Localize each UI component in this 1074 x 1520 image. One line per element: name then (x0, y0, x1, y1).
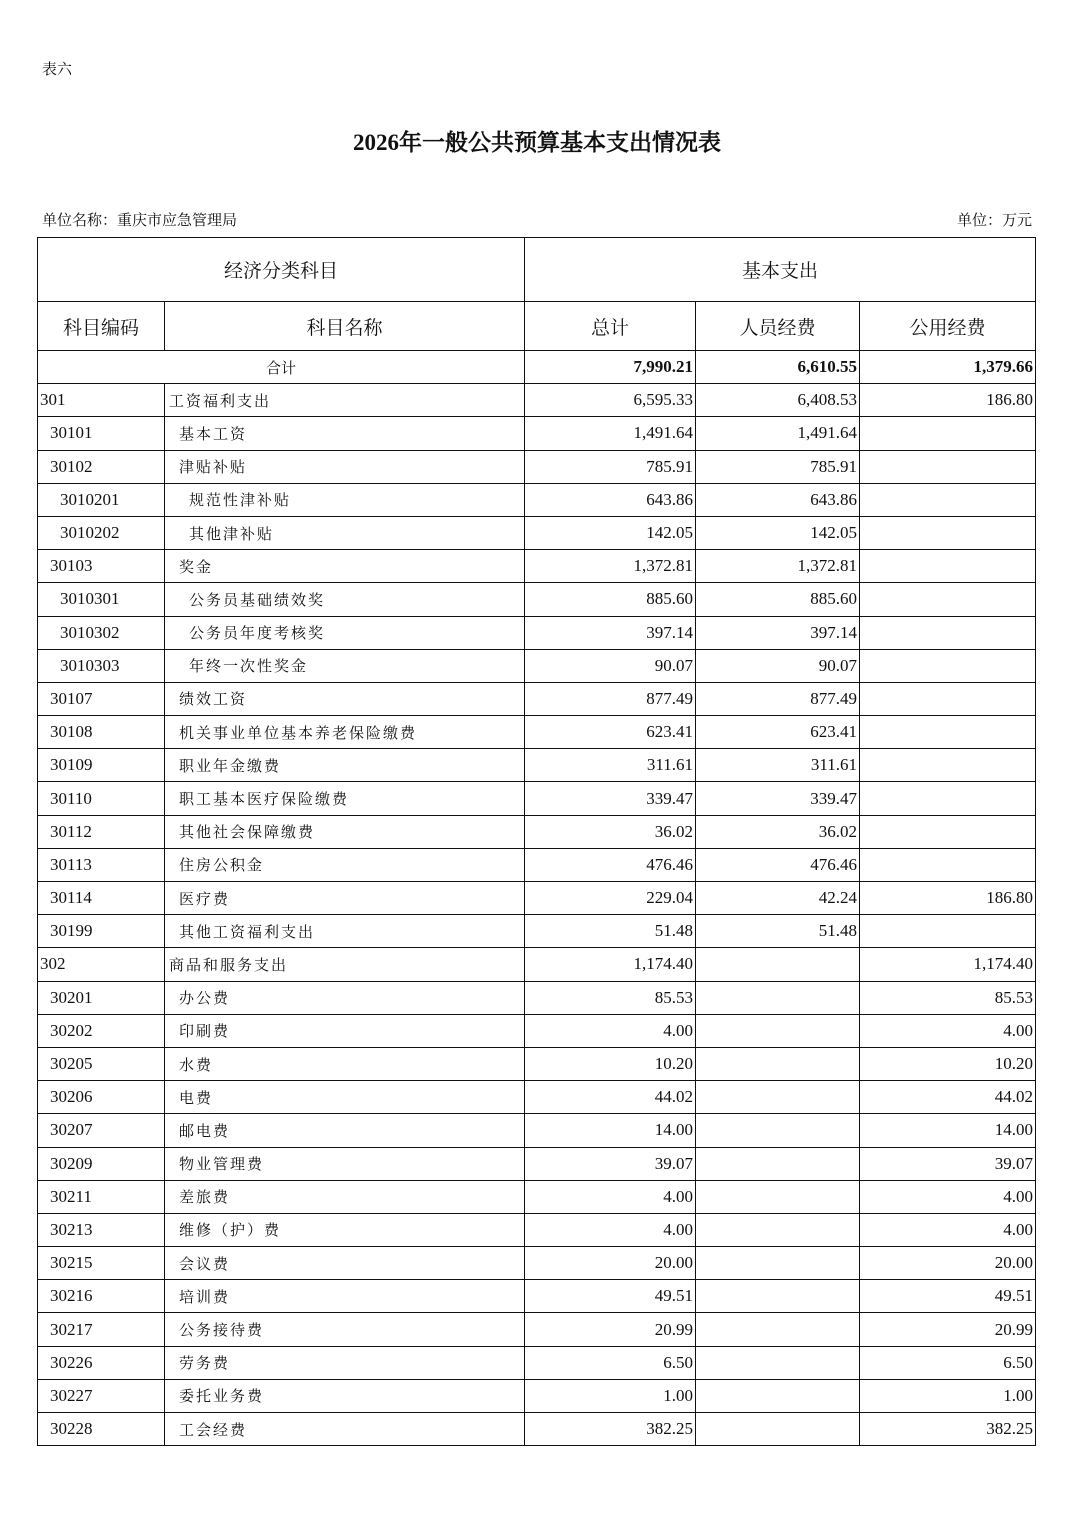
row-name: 电费 (165, 1081, 525, 1114)
row-total: 397.14 (525, 616, 696, 649)
row-total: 1,174.40 (525, 948, 696, 981)
row-public (860, 516, 1036, 549)
row-personnel (696, 1346, 860, 1379)
row-personnel (696, 981, 860, 1014)
row-code: 30201 (38, 981, 165, 1014)
row-code: 302 (38, 948, 165, 981)
row-public: 44.02 (860, 1081, 1036, 1114)
row-code: 30107 (38, 682, 165, 715)
table-row (38, 483, 1036, 516)
row-total: 4.00 (525, 1213, 696, 1246)
row-name: 工资福利支出 (165, 384, 525, 417)
unit-label: 单位：万元 (956, 211, 1032, 229)
row-code: 30102 (38, 450, 165, 483)
row-public (860, 550, 1036, 583)
row-name: 职工基本医疗保险缴费 (165, 782, 525, 815)
row-public (860, 483, 1036, 516)
row-public: 186.80 (860, 882, 1036, 915)
row-total: 14.00 (525, 1114, 696, 1147)
row-public (860, 450, 1036, 483)
row-public (860, 682, 1036, 715)
row-code: 30202 (38, 1014, 165, 1047)
row-total: 20.99 (525, 1313, 696, 1346)
row-total: 44.02 (525, 1081, 696, 1114)
row-name: 会议费 (165, 1247, 525, 1280)
row-personnel: 785.91 (696, 450, 860, 483)
row-code: 30217 (38, 1313, 165, 1346)
row-code: 3010303 (38, 649, 165, 682)
row-public (860, 716, 1036, 749)
row-personnel (696, 1313, 860, 1346)
row-total: 476.46 (525, 848, 696, 881)
row-name: 职业年金缴费 (165, 749, 525, 782)
row-name: 其他工资福利支出 (165, 915, 525, 948)
row-personnel: 36.02 (696, 815, 860, 848)
header-name: 科目名称 (165, 302, 525, 351)
row-total: 90.07 (525, 649, 696, 682)
row-total: 39.07 (525, 1147, 696, 1180)
row-name: 公务员基础绩效奖 (165, 583, 525, 616)
row-code: 30216 (38, 1280, 165, 1313)
row-personnel (696, 1047, 860, 1080)
row-personnel: 6,408.53 (696, 384, 860, 417)
header-code: 科目编码 (38, 302, 165, 351)
row-personnel: 42.24 (696, 882, 860, 915)
total-label: 合计 (38, 351, 525, 384)
total-row (38, 351, 1036, 384)
row-public (860, 815, 1036, 848)
row-name: 工会经费 (165, 1413, 525, 1446)
table-row (38, 1047, 1036, 1080)
row-personnel: 397.14 (696, 616, 860, 649)
row-total: 877.49 (525, 682, 696, 715)
row-name: 公务接待费 (165, 1313, 525, 1346)
expenditure-table (37, 237, 1036, 1446)
row-code: 3010301 (38, 583, 165, 616)
table-row (38, 550, 1036, 583)
row-code: 30226 (38, 1346, 165, 1379)
row-name: 其他津补贴 (165, 516, 525, 549)
row-total: 1,491.64 (525, 417, 696, 450)
row-name: 办公费 (165, 981, 525, 1014)
row-total: 36.02 (525, 815, 696, 848)
row-name: 公务员年度考核奖 (165, 616, 525, 649)
row-public (860, 583, 1036, 616)
row-code: 30108 (38, 716, 165, 749)
row-public (860, 782, 1036, 815)
row-total: 311.61 (525, 749, 696, 782)
row-personnel (696, 1379, 860, 1412)
row-total: 10.20 (525, 1047, 696, 1080)
row-name: 规范性津补贴 (165, 483, 525, 516)
row-public: 20.00 (860, 1247, 1036, 1280)
row-name: 邮电费 (165, 1114, 525, 1147)
table-row (38, 882, 1036, 915)
row-name: 津贴补贴 (165, 450, 525, 483)
table-row (38, 616, 1036, 649)
table-row (38, 1081, 1036, 1114)
row-name: 印刷费 (165, 1014, 525, 1047)
row-name: 奖金 (165, 550, 525, 583)
row-public: 4.00 (860, 1213, 1036, 1246)
row-name: 水费 (165, 1047, 525, 1080)
row-total: 51.48 (525, 915, 696, 948)
row-name: 基本工资 (165, 417, 525, 450)
table-row (38, 848, 1036, 881)
row-code: 30112 (38, 815, 165, 848)
row-name: 年终一次性奖金 (165, 649, 525, 682)
row-personnel: 476.46 (696, 848, 860, 881)
row-public: 49.51 (860, 1280, 1036, 1313)
table-row (38, 417, 1036, 450)
row-personnel: 623.41 (696, 716, 860, 749)
row-public (860, 649, 1036, 682)
row-name: 机关事业单位基本养老保险缴费 (165, 716, 525, 749)
row-code: 30205 (38, 1047, 165, 1080)
table-row (38, 782, 1036, 815)
row-personnel: 1,372.81 (696, 550, 860, 583)
row-total: 339.47 (525, 782, 696, 815)
row-total: 49.51 (525, 1280, 696, 1313)
row-personnel (696, 1247, 860, 1280)
row-total: 643.86 (525, 483, 696, 516)
row-total: 229.04 (525, 882, 696, 915)
row-code: 30103 (38, 550, 165, 583)
row-personnel (696, 1147, 860, 1180)
header-total: 总计 (525, 302, 696, 351)
row-code: 30207 (38, 1114, 165, 1147)
row-total: 623.41 (525, 716, 696, 749)
row-public (860, 749, 1036, 782)
row-total: 4.00 (525, 1180, 696, 1213)
row-personnel (696, 1280, 860, 1313)
row-code: 30113 (38, 848, 165, 881)
table-row (38, 815, 1036, 848)
row-personnel (696, 1014, 860, 1047)
row-public (860, 848, 1036, 881)
row-public: 39.07 (860, 1147, 1036, 1180)
row-public (860, 616, 1036, 649)
table-row (38, 716, 1036, 749)
row-name: 商品和服务支出 (165, 948, 525, 981)
row-public: 20.99 (860, 1313, 1036, 1346)
table-row (38, 1379, 1036, 1412)
page-title: 2026年一般公共预算基本支出情况表 (353, 130, 721, 155)
row-code: 30213 (38, 1213, 165, 1246)
table-number: 表六 (42, 60, 73, 78)
row-code: 3010201 (38, 483, 165, 516)
row-code: 30228 (38, 1413, 165, 1446)
row-personnel (696, 1081, 860, 1114)
table-row (38, 450, 1036, 483)
row-code: 30109 (38, 749, 165, 782)
header-public: 公用经费 (860, 302, 1036, 351)
row-total: 1.00 (525, 1379, 696, 1412)
row-public: 1.00 (860, 1379, 1036, 1412)
row-personnel: 885.60 (696, 583, 860, 616)
row-code: 30101 (38, 417, 165, 450)
row-code: 30206 (38, 1081, 165, 1114)
row-total: 142.05 (525, 516, 696, 549)
row-personnel (696, 948, 860, 981)
table-row (38, 1114, 1036, 1147)
row-total: 85.53 (525, 981, 696, 1014)
table-row (38, 915, 1036, 948)
row-total: 4.00 (525, 1014, 696, 1047)
header-row-group (38, 238, 1036, 302)
row-code: 30215 (38, 1247, 165, 1280)
row-personnel: 90.07 (696, 649, 860, 682)
row-personnel: 1,491.64 (696, 417, 860, 450)
row-personnel: 142.05 (696, 516, 860, 549)
table-row (38, 682, 1036, 715)
row-total: 20.00 (525, 1247, 696, 1280)
row-code: 30227 (38, 1379, 165, 1412)
row-code: 30110 (38, 782, 165, 815)
row-total: 6,595.33 (525, 384, 696, 417)
row-code: 3010302 (38, 616, 165, 649)
row-public: 10.20 (860, 1047, 1036, 1080)
table-row (38, 1346, 1036, 1379)
row-public: 6.50 (860, 1346, 1036, 1379)
row-personnel (696, 1413, 860, 1446)
row-name: 差旅费 (165, 1180, 525, 1213)
table-row (38, 583, 1036, 616)
total-personnel: 6,610.55 (696, 351, 860, 384)
row-public: 85.53 (860, 981, 1036, 1014)
row-public: 4.00 (860, 1014, 1036, 1047)
row-name: 维修（护）费 (165, 1213, 525, 1246)
row-total: 1,372.81 (525, 550, 696, 583)
table-row (38, 649, 1036, 682)
header-personnel: 人员经费 (696, 302, 860, 351)
row-total: 785.91 (525, 450, 696, 483)
row-public (860, 417, 1036, 450)
header-basic-expenditure: 基本支出 (525, 238, 1036, 302)
row-total: 6.50 (525, 1346, 696, 1379)
table-row (38, 1247, 1036, 1280)
row-personnel: 311.61 (696, 749, 860, 782)
row-code: 3010202 (38, 516, 165, 549)
total-public: 1,379.66 (860, 351, 1036, 384)
row-personnel (696, 1114, 860, 1147)
row-public (860, 915, 1036, 948)
table-row (38, 1213, 1036, 1246)
table-row (38, 981, 1036, 1014)
row-total: 382.25 (525, 1413, 696, 1446)
total-total: 7,990.21 (525, 351, 696, 384)
row-public: 14.00 (860, 1114, 1036, 1147)
header-row-columns (38, 302, 1036, 351)
row-name: 劳务费 (165, 1346, 525, 1379)
table-row (38, 384, 1036, 417)
row-personnel (696, 1213, 860, 1246)
row-personnel (696, 1180, 860, 1213)
row-name: 绩效工资 (165, 682, 525, 715)
row-personnel: 877.49 (696, 682, 860, 715)
table-row (38, 749, 1036, 782)
row-name: 委托业务费 (165, 1379, 525, 1412)
row-public: 186.80 (860, 384, 1036, 417)
row-personnel: 643.86 (696, 483, 860, 516)
table-row (38, 1280, 1036, 1313)
row-name: 住房公积金 (165, 848, 525, 881)
row-total: 885.60 (525, 583, 696, 616)
table-row (38, 948, 1036, 981)
row-name: 培训费 (165, 1280, 525, 1313)
row-public: 382.25 (860, 1413, 1036, 1446)
row-code: 30209 (38, 1147, 165, 1180)
row-personnel: 51.48 (696, 915, 860, 948)
row-name: 其他社会保障缴费 (165, 815, 525, 848)
row-name: 物业管理费 (165, 1147, 525, 1180)
table-row (38, 1014, 1036, 1047)
table-row (38, 1180, 1036, 1213)
row-public: 1,174.40 (860, 948, 1036, 981)
row-name: 医疗费 (165, 882, 525, 915)
row-code: 301 (38, 384, 165, 417)
table-row (38, 516, 1036, 549)
row-code: 30199 (38, 915, 165, 948)
row-code: 30114 (38, 882, 165, 915)
table-row (38, 1147, 1036, 1180)
row-public: 4.00 (860, 1180, 1036, 1213)
table-row (38, 1413, 1036, 1446)
row-personnel: 339.47 (696, 782, 860, 815)
table-row (38, 1313, 1036, 1346)
header-econ-category: 经济分类科目 (38, 238, 525, 302)
row-code: 30211 (38, 1180, 165, 1213)
unit-name: 单位名称：重庆市应急管理局 (42, 211, 238, 229)
